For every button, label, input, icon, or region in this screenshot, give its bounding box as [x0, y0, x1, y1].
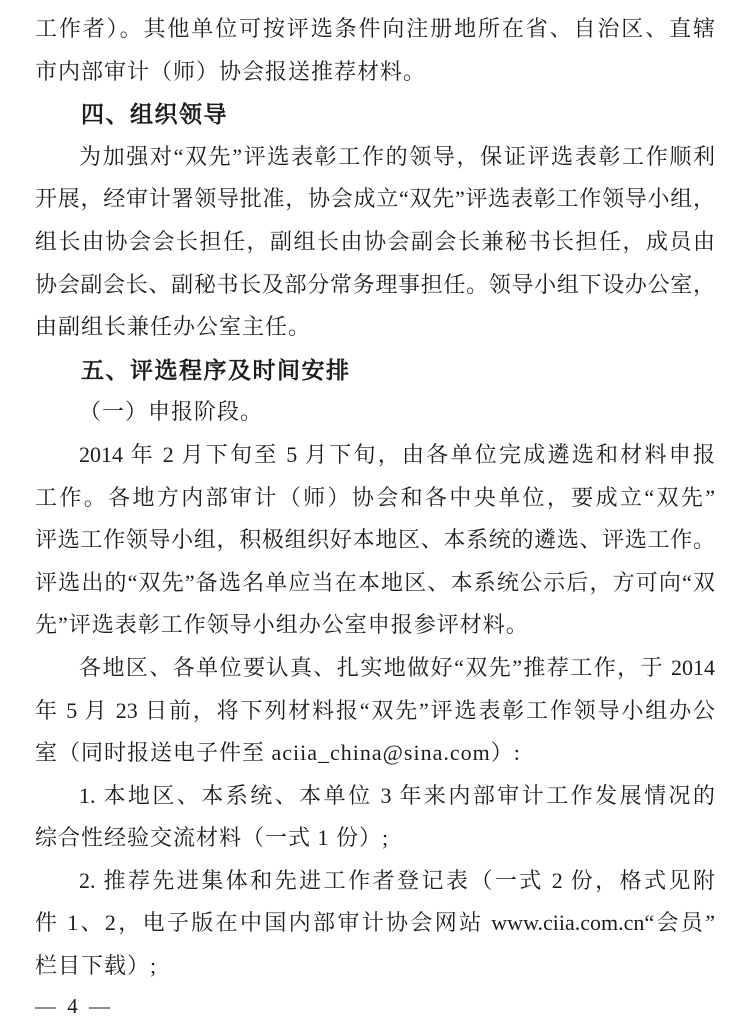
document-line: 1. 本地区、本系统、本单位 3 年来内部审计工作发展情况的: [79, 782, 715, 808]
document-line: 综合性经验交流材料（一式 1 份）;: [35, 825, 390, 851]
document-line: 件 1、2，电子版在中国内部审计协会网站 www.ciia.com.cn“会员”: [35, 910, 715, 936]
document-line: 工作者）。其他单位可按评选条件向注册地所在省、自治区、直辖: [35, 16, 715, 41]
document-line: 市内部审计（师）协会报送推荐材料。: [35, 58, 427, 84]
document-line: 评选出的“双先”备选名单应当在本地区、本系统公示后，方可向“双: [35, 569, 715, 595]
document-line: 各地区、各单位要认真、扎实地做好“双先”推荐工作，于 2014: [79, 654, 715, 680]
document-line: 为加强对“双先”评选表彰工作的领导，保证评选表彰工作顺利: [79, 143, 715, 169]
section-heading: 四、组织领导: [81, 101, 228, 128]
page-number: — 4 —: [35, 994, 113, 1018]
document-line: 2014 年 2 月下旬至 5 月下旬，由各单位完成遴选和材料申报: [79, 441, 715, 467]
document-line: 年 5 月 23 日前，将下列材料报“双先”评选表彰工作领导小组办公: [35, 697, 715, 723]
document-line: 评选工作领导小组，积极组织好本地区、本系统的遴选、评选工作。: [35, 527, 715, 553]
document-line: 室（同时报送电子件至 aciia_china@sina.com）:: [35, 740, 521, 766]
document-line: 由副组长兼任办公室主任。: [35, 314, 312, 340]
document-line: 组长由协会会长担任，副组长由协会副会长兼秘书长担任，成员由: [35, 228, 715, 254]
document-line: 栏目下载）;: [35, 953, 158, 979]
document-line: 工作。各地方内部审计（师）协会和各中央单位，要成立“双先”: [35, 484, 715, 510]
document-line: 协会副会长、副秘书长及部分常务理事担任。领导小组下设办公室，: [35, 271, 715, 297]
document-line: （一）申报阶段。: [79, 399, 264, 425]
document-line: 开展，经审计署领导批准，协会成立“双先”评选表彰工作领导小组，: [35, 186, 715, 212]
document-line: 2. 推荐先进集体和先进工作者登记表（一式 2 份，格式见附: [79, 867, 715, 893]
section-heading: 五、评选程序及时间安排: [81, 356, 351, 383]
document-line: 先”评选表彰工作领导小组办公室申报参评材料。: [35, 612, 529, 638]
document-body: [35, 8, 715, 988]
